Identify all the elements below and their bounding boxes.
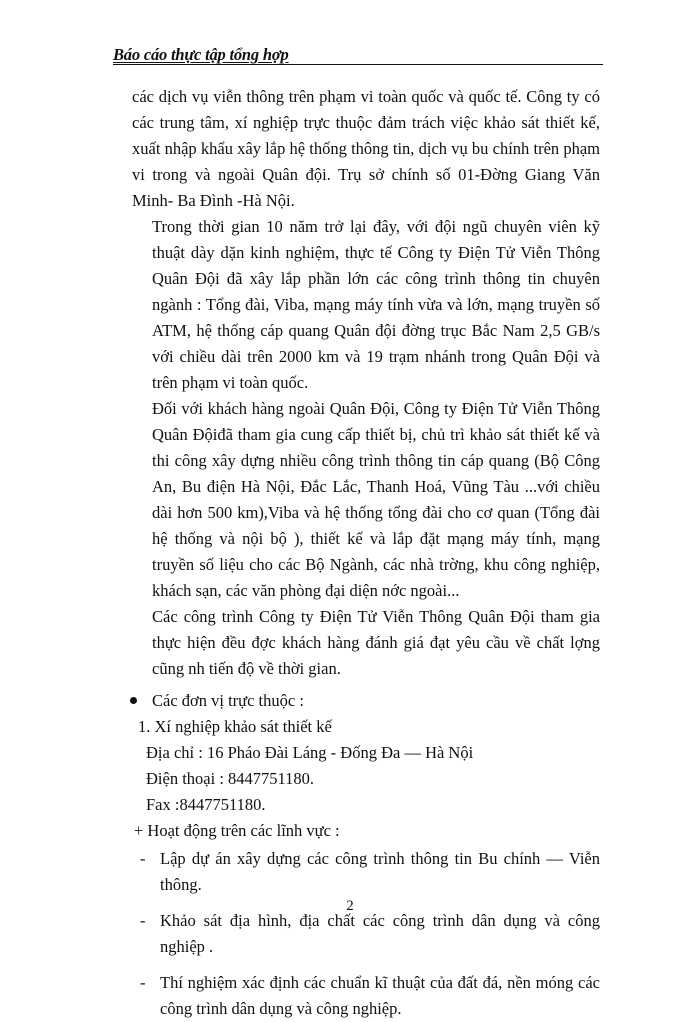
activity-text: Thí nghiệm xác định các chuẩn kĩ thuật của đất đá, nền móng các công trình dân dụng và công nghiệp. (160, 973, 600, 1018)
activity-text: Khảo sát địa hình, địa chất các công trình dân dụng và công nghiệp . (160, 911, 600, 956)
activity-item (132, 846, 600, 898)
activities-heading: + Hoạt động trên các lĩnh vực : (134, 821, 340, 840)
paragraph-external-customers: Đối với khách hàng ngoài Quân Đội, Công ty Điện Tử Viễn Thông Quân Độiđã tham gia cung cấp thiết bị, chủ trì khảo sát thiết kế và thi công xây dựng nhiều công trình thông tin cáp quang (Bộ Công An, Bu điện Hà Nội, Đắc Lắc, Thanh Hoá, Vũng Tàu ...với chiều dài hơn 500 km),Viba và hệ thống tổng đài cho cơ quan (Tổng đài hệ thống và nội bộ ), thiết kế và lắp đặt mạng máy tính, mạng truyền số liệu cho các Bộ Ngành, các nhà trờng, khu công nghiệp, khách sạn, các văn phòng đại diện nớc ngoài... (152, 399, 600, 600)
paragraph-quality-evaluation: Các công trình Công ty Điện Tử Viễn Thông Quân Đội tham gia thực hiện đều đợc khách hàng đánh giá đạt yêu cầu về chất lợng cũng nh tiến độ về thời gian. (152, 607, 600, 678)
address-line: Địa chỉ : 16 Pháo Đài Láng - Đống Đa — Hà Nội (146, 743, 474, 762)
header-divider (113, 64, 603, 65)
bullet-label: Các đơn vị trực thuộc : (152, 691, 304, 710)
document-header-title: Báo cáo thực tập tổng hợp (113, 45, 289, 64)
bullet-dot-icon (130, 697, 137, 704)
dash-marker: - (140, 973, 146, 992)
affiliated-units-section (132, 688, 600, 1022)
paragraph-company-services: các dịch vụ viễn thông trên phạm vi toàn quốc và quốc tế. Công ty có các trung tâm, xí nghiệp trực thuộc đảm trách việc khảo sát thiết kế, xuất nhập khẩu xây lắp hệ thống thông tin, dịch vụ bu chính trên phạm vi trong và ngoài Quân đội. Trụ sở chính số 01-Đờng Giang Văn Minh- Ba Đình -Hà Nội. (132, 87, 600, 210)
bullet-item (132, 688, 600, 714)
paragraph-ten-years: Trong thời gian 10 năm trở lại đây, với đội ngũ chuyên viên kỹ thuật dày dặn kinh nghiệm, thực tế Công ty Điện Tử Viễn Thông Quân Đội đã xây lắp phần lớn các công trình thông tin chuyên ngành : Tổng đài, Viba, mạng máy tính vừa và lớn, mạng truyền số ATM, hệ thống cáp quang Quân đội đờng trục Bắc Nam 2,5 GB/s với chiều dài trên 2000 km và 19 trạm nhánh trong Quân Đội và trên phạm vi toàn quốc. (152, 217, 600, 392)
activity-item (132, 970, 600, 1022)
fax-line: Fax :8447751180. (146, 795, 266, 814)
phone-line: Điện thoại : 8447751180. (146, 769, 315, 788)
document-body (132, 84, 600, 1022)
page-number: 2 (346, 898, 354, 914)
numbered-item: 1. Xí nghiệp khảo sát thiết kế (138, 717, 332, 736)
activity-text: Lập dự án xây dựng các công trình thông tin Bu chính — Viễn thông. (160, 849, 600, 894)
dash-marker: - (140, 849, 146, 868)
dash-marker: - (140, 911, 146, 930)
activity-item (132, 908, 600, 960)
